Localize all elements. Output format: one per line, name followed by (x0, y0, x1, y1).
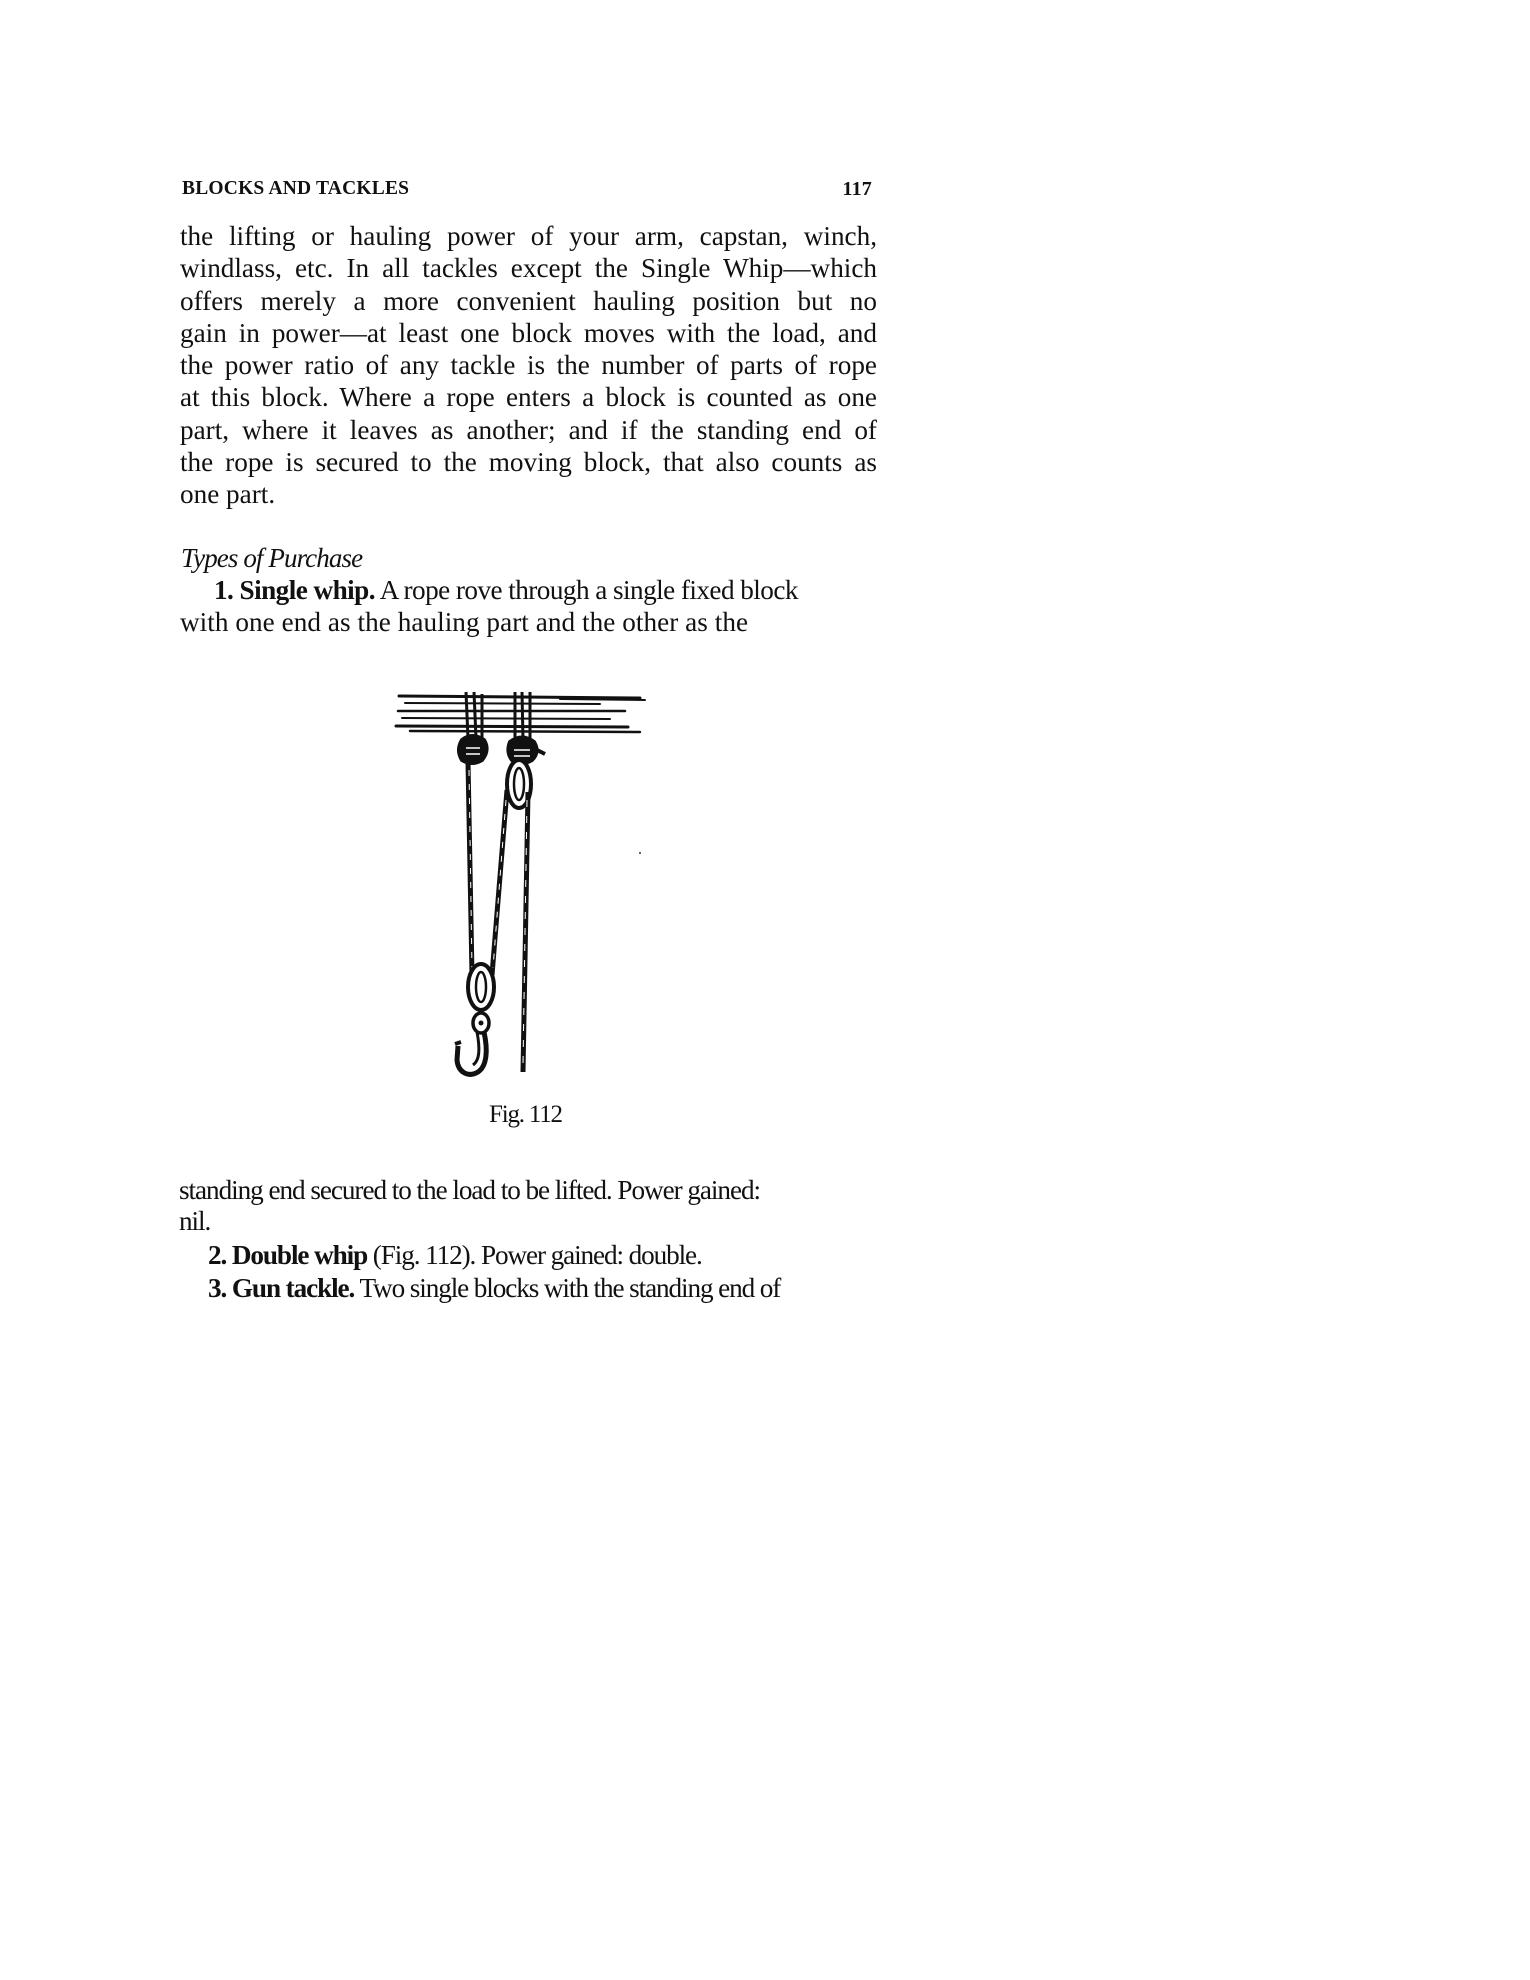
chapter-title: BLOCKS AND TACKLES (182, 178, 410, 199)
print-speck (639, 852, 641, 854)
text-line: one part. (180, 479, 276, 510)
double-whip-illustration (380, 675, 670, 1095)
text-line: gain in power—at least one block moves with the load, and (180, 317, 877, 348)
text-line: windlass, etc. In all tackles except the Single Whip—which (180, 253, 877, 284)
item-text: (Fig. 112). Power gained: double. (367, 1240, 702, 1270)
text-line: at this block. Where a rope enters a block is counted as one (180, 382, 877, 413)
figure-double-whip (380, 675, 670, 1095)
page-number: 117 (842, 178, 872, 200)
text-line: nil. (179, 1206, 211, 1236)
list-item-gun-tackle (208, 1273, 780, 1304)
text-line: the power ratio of any tackle is the number of parts of rope (180, 350, 877, 381)
moving-block-icon (468, 964, 494, 1033)
text-line: with one end as the hauling part and the other as the (180, 607, 749, 637)
item-text: Two single blocks with the standing end of (354, 1273, 781, 1303)
item-text: A rope rove through a single fixed block (374, 575, 798, 605)
item-label: 2. Double whip (208, 1240, 368, 1270)
text-line: part, where it leaves as another; and if the standing end of (180, 414, 877, 445)
list-item-double-whip (208, 1240, 702, 1271)
body-paragraph-1 (180, 220, 877, 511)
list-item-single-whip (214, 575, 798, 606)
hook-icon (455, 1032, 486, 1074)
running-head (182, 178, 872, 204)
figure-caption: Fig. 112 (489, 1101, 562, 1128)
text-line: offers merely a more convenient hauling position but no (180, 285, 877, 316)
item-label: 3. Gun tackle. (208, 1273, 355, 1303)
text-line: the lifting or hauling power of your arm, capstan, winch, (180, 221, 877, 251)
text-line: standing end secured to the load to be lifted. Power gained: (179, 1175, 761, 1205)
section-heading: Types of Purchase (181, 543, 363, 573)
item-label: 1. Single whip. (214, 575, 375, 605)
text-line: the rope is secured to the moving block, that also counts as (180, 447, 877, 478)
spar-icon (396, 696, 645, 732)
